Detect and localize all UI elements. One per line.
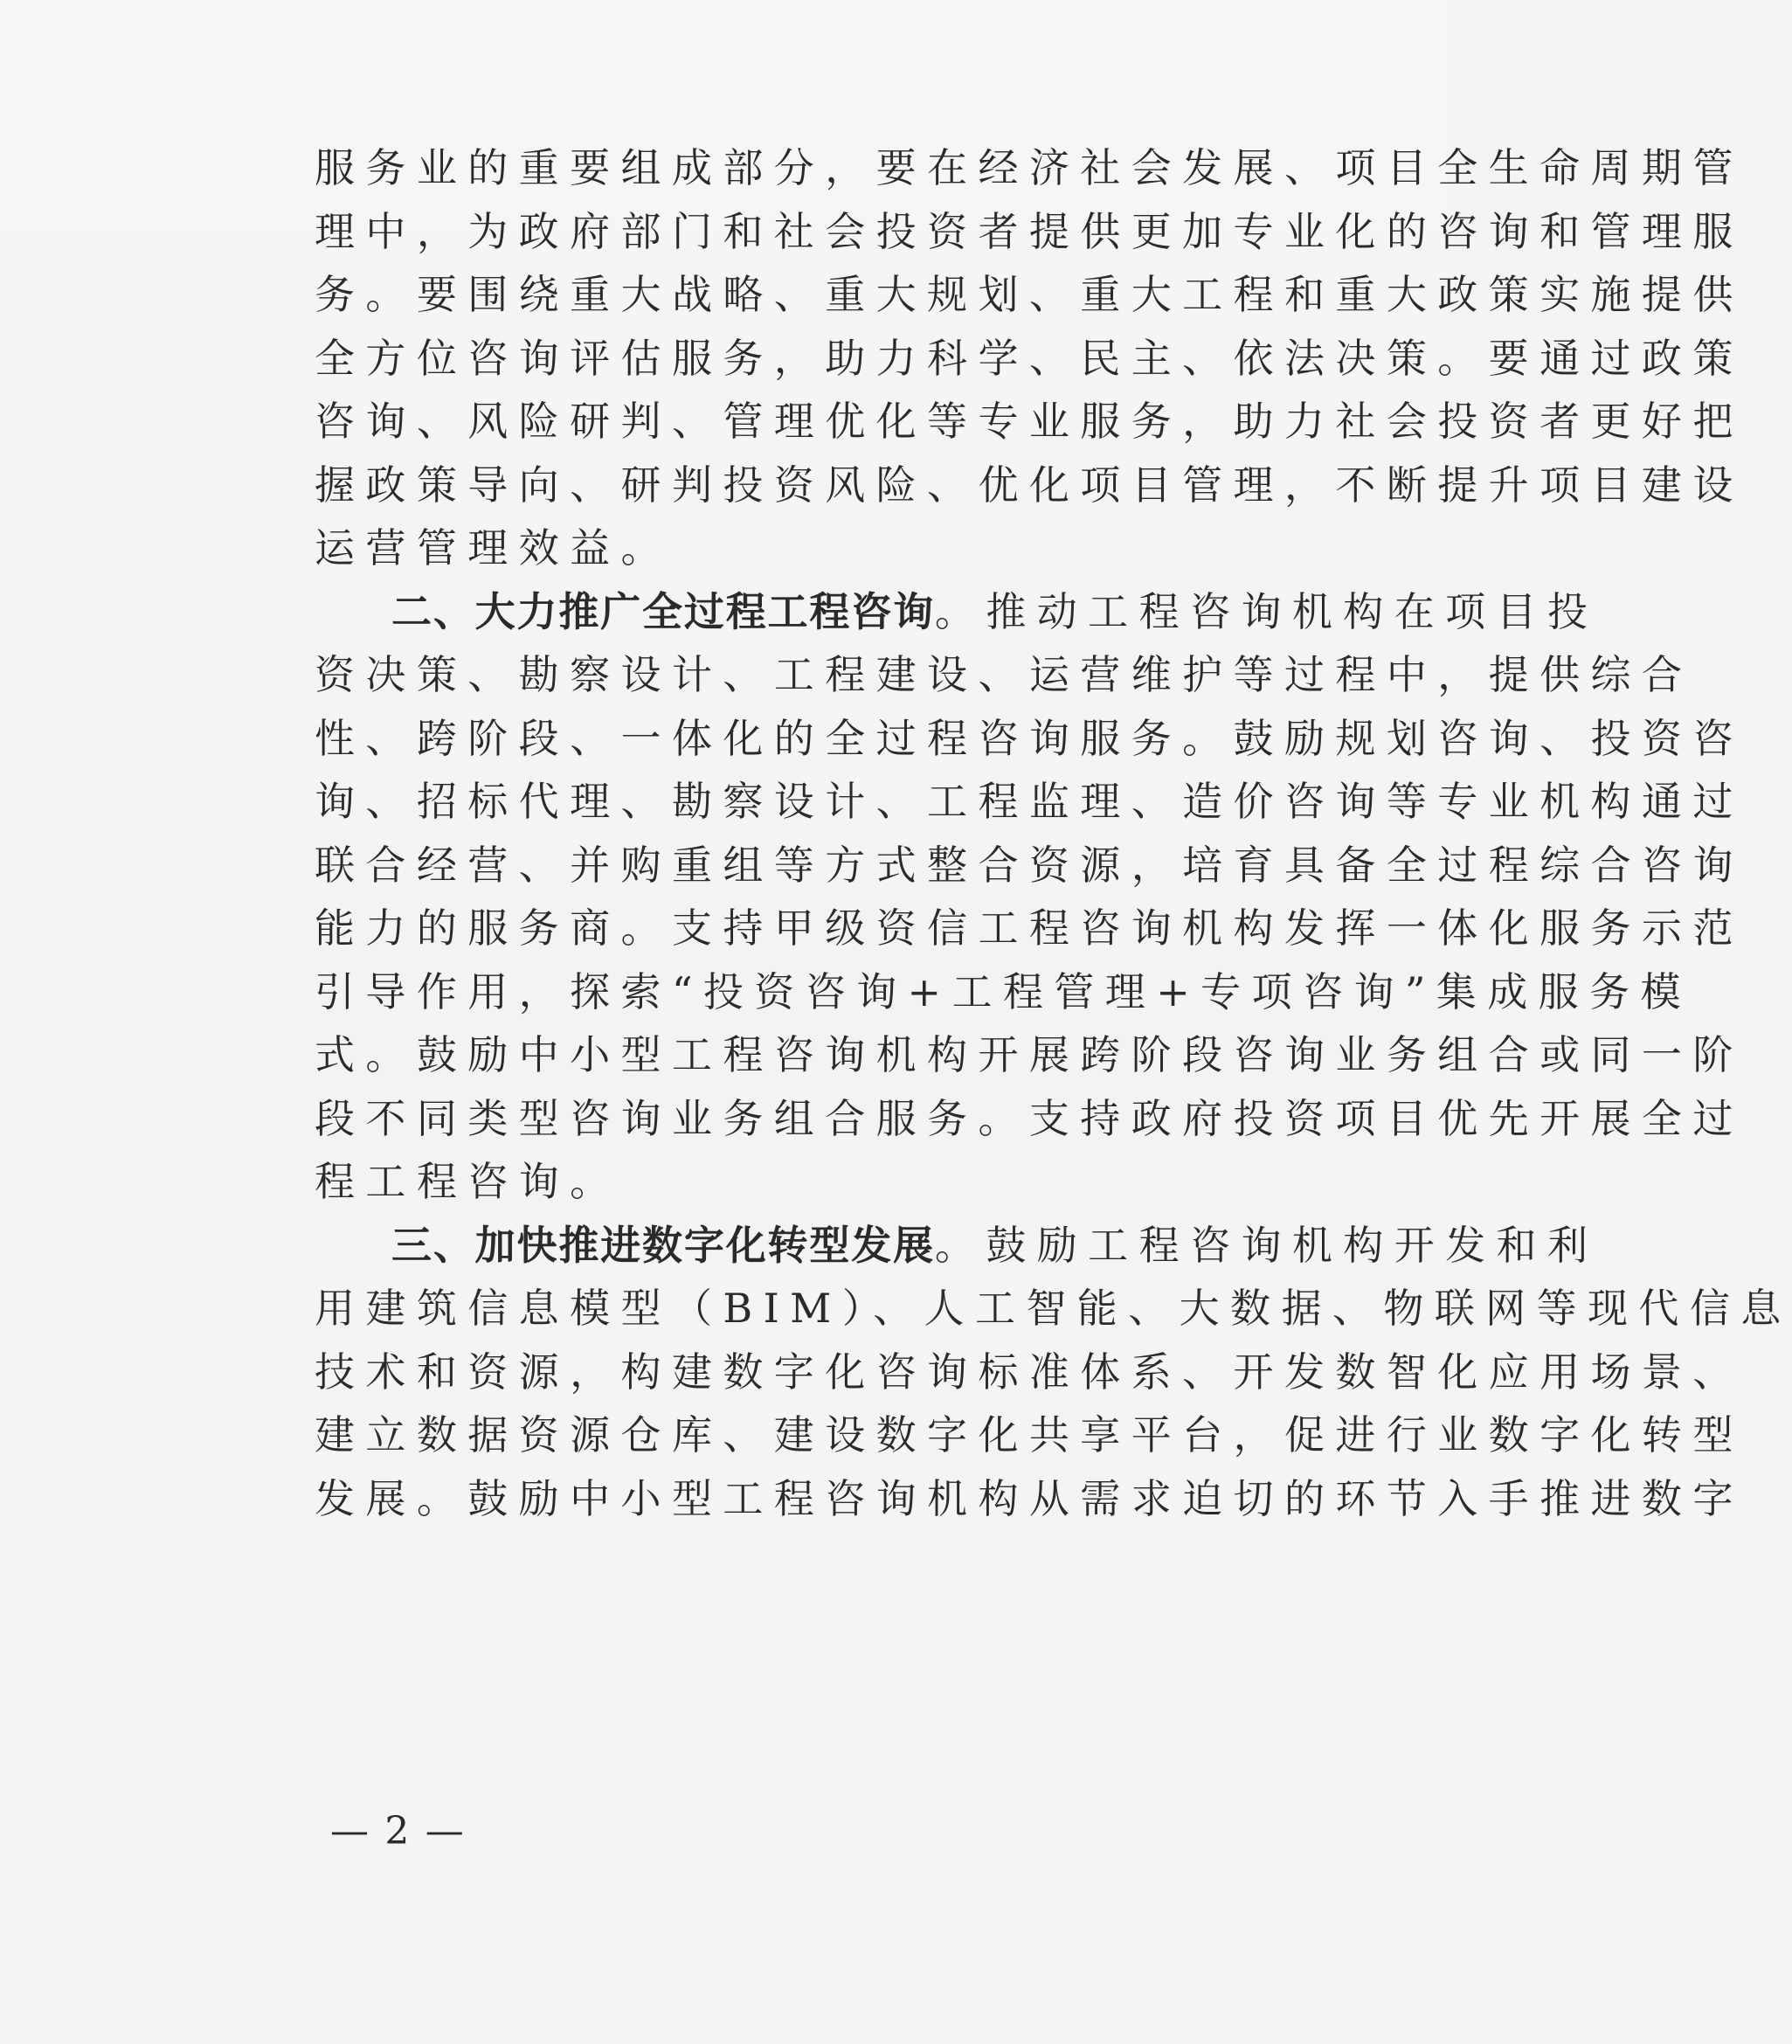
section-2-first-line-text: 。推动工程咨询机构在项目投 — [934, 588, 1599, 635]
section-2-heading: 二、大力推广全过程工程咨询 — [391, 588, 935, 635]
text-line: 技术和资源，构建数字化咨询标准体系、开发数智化应用场景、 — [315, 1348, 1744, 1396]
text-line: 程工程咨询。 — [315, 1158, 621, 1205]
page-number: — 2 — — [330, 1809, 466, 1853]
text-line: 联合经营、并购重组等方式整合资源，培育具备全过程综合咨询 — [315, 842, 1744, 889]
section-2-first-line — [391, 585, 1599, 638]
text-line: 询、招标代理、勘察设计、工程监理、造价咨询等专业机构通过 — [315, 778, 1744, 825]
text-line: 建立数据资源仓库、建设数字化共享平台，促进行业数字化转型 — [315, 1411, 1744, 1459]
section-3-first-line — [391, 1219, 1599, 1271]
text-line: 用建筑信息模型（BIM）、人工智能、大数据、物联网等现代信息 — [315, 1285, 1792, 1332]
text-line: 咨询、风险研判、管理优化等专业服务，助力社会投资者更好把 — [315, 398, 1744, 445]
text-line: 全方位咨询评估服务，助力科学、民主、依法决策。要通过政策 — [315, 335, 1744, 382]
text-line: 段不同类型咨询业务组合服务。支持政府投资项目优先开展全过 — [315, 1095, 1744, 1142]
text-line: 理中，为政府部门和社会投资者提供更加专业化的咨询和管理服 — [315, 208, 1744, 255]
text-line: 资决策、勘察设计、工程建设、运营维护等过程中，提供综合 — [315, 651, 1693, 698]
text-line: 务。要围绕重大战略、重大规划、重大工程和重大政策实施提供 — [315, 271, 1744, 318]
section-3-heading: 三、加快推进数字化转型发展 — [391, 1222, 935, 1269]
text-line: 运营管理效益。 — [315, 524, 672, 572]
text-line: 服务业的重要组成部分，要在经济社会发展、项目全生命周期管 — [315, 144, 1744, 191]
text-line: 握政策导向、研判投资风险、优化项目管理，不断提升项目建设 — [315, 461, 1744, 509]
section-3-first-line-text: 。鼓励工程咨询机构开发和利 — [934, 1222, 1599, 1269]
text-line: 性、跨阶段、一体化的全过程咨询服务。鼓励规划咨询、投资咨 — [315, 715, 1744, 762]
text-line: 引导作用，探索“投资咨询+工程管理+专项咨询”集成服务模 — [315, 968, 1692, 1015]
text-line: 发展。鼓励中小型工程咨询机构从需求迫切的环节入手推进数字 — [315, 1475, 1744, 1522]
text-line: 式。鼓励中小型工程咨询机构开展跨阶段咨询业务组合或同一阶 — [315, 1031, 1744, 1078]
text-line: 能力的服务商。支持甲级资信工程咨询机构发挥一体化服务示范 — [315, 904, 1744, 952]
